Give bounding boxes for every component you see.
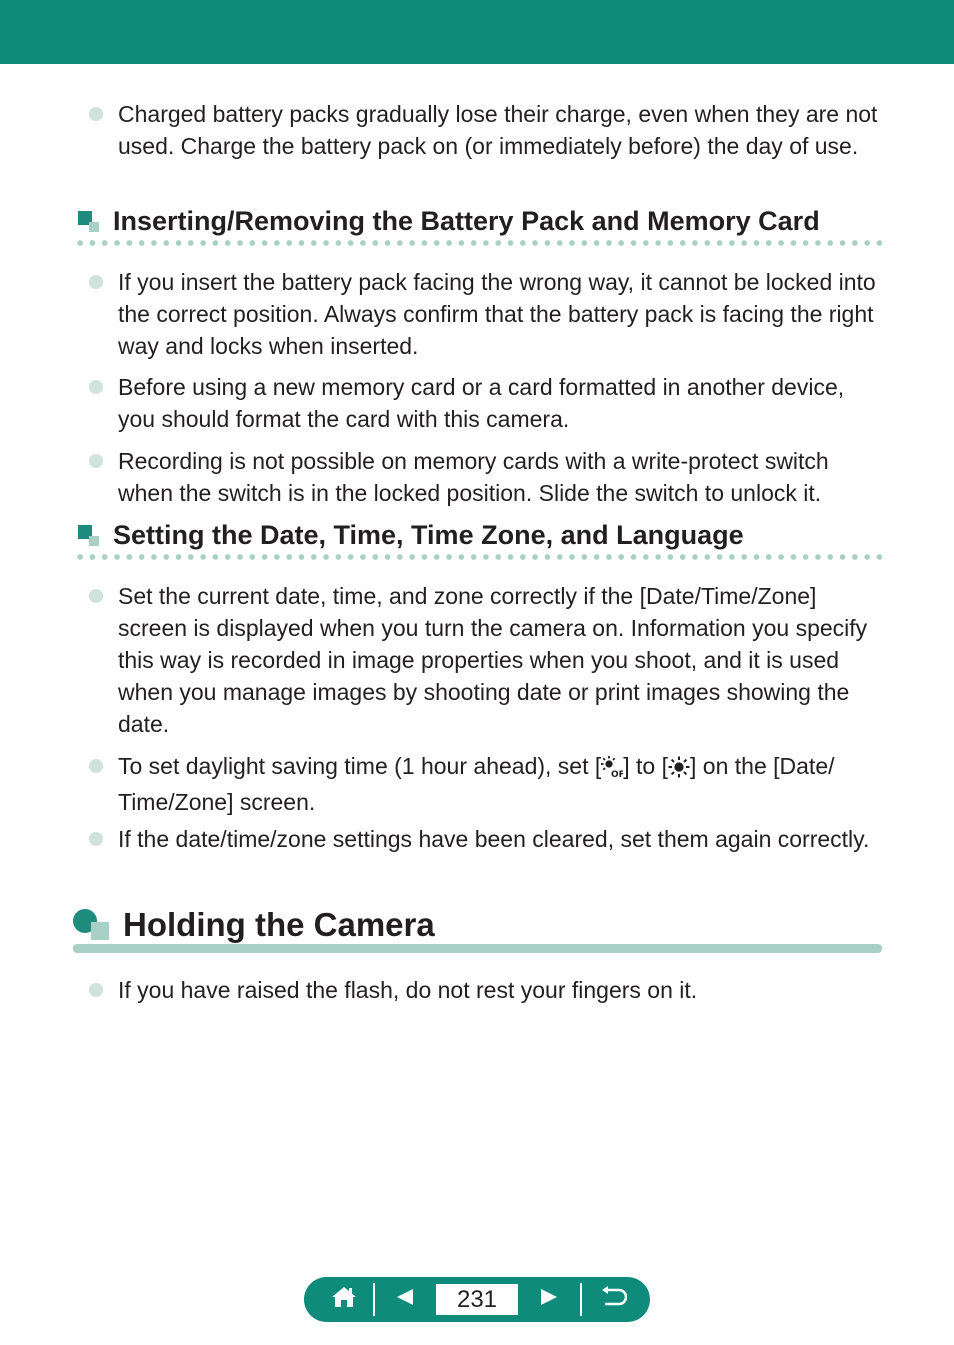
heading-underline bbox=[73, 944, 882, 953]
bullet-dot bbox=[89, 983, 103, 997]
list-item: Charged battery packs gradually lose their charge, even when they are not used. Charge the battery pack on (or immediately before) the day of use. bbox=[118, 101, 878, 159]
bullet-dot bbox=[89, 380, 103, 394]
list-item-dst bbox=[118, 750, 883, 818]
daylight-saving-on-icon bbox=[668, 754, 690, 786]
bullet-dot bbox=[89, 759, 103, 773]
daylight-saving-off-icon bbox=[601, 754, 623, 786]
nav-separator bbox=[580, 1283, 582, 1316]
section-heading-icon bbox=[78, 525, 102, 549]
section-heading-icon bbox=[78, 211, 102, 235]
svg-text:OFF: OF bbox=[611, 770, 624, 778]
section-heading-datetime: Setting the Date, Time, Time Zone, and Language bbox=[113, 520, 744, 550]
home-icon bbox=[330, 1285, 358, 1314]
list-item: Recording is not possible on memory cards with a write-protect switch when the switch is in the locked position. Slide the switch to unlock it. bbox=[118, 448, 829, 506]
dotted-divider bbox=[74, 554, 884, 560]
bullet-dot bbox=[89, 275, 103, 289]
bullet-dot bbox=[89, 589, 103, 603]
section-heading-battery: Inserting/Removing the Battery Pack and Memory Card bbox=[113, 206, 820, 236]
bullet-dot bbox=[89, 832, 103, 846]
list-item: Set the current date, time, and zone correctly if the [Date/Time/Zone] screen is displayed when you turn the camera on. Information you specify this way is recorded in image properties when you shoot, and it is used when you manage images by shooting date or print images showing the date. bbox=[118, 583, 868, 737]
chapter-heading-holding: Holding the Camera bbox=[123, 906, 435, 943]
page-navigation bbox=[304, 1277, 650, 1322]
next-page-icon bbox=[539, 1288, 559, 1311]
back-button[interactable] bbox=[586, 1277, 640, 1322]
prev-page-button[interactable] bbox=[380, 1277, 430, 1322]
bullet-dot bbox=[89, 107, 103, 121]
dst-text-part1: To set daylight saving time (1 hour ahead), set [ bbox=[118, 753, 602, 779]
home-button[interactable] bbox=[318, 1277, 370, 1322]
page-number[interactable]: 231 bbox=[436, 1284, 518, 1315]
prev-page-icon bbox=[395, 1288, 415, 1311]
list-item: If you insert the battery pack facing the wrong way, it cannot be locked into the correct position. Always confirm that the battery pack is facing the right way and locks when inserted. bbox=[118, 269, 876, 359]
list-item: Before using a new memory card or a card formatted in another device, you should format the card with this camera. bbox=[118, 374, 845, 432]
list-item: If you have raised the flash, do not rest your fingers on it. bbox=[118, 977, 698, 1003]
next-page-button[interactable] bbox=[524, 1277, 574, 1322]
bullet-dot bbox=[89, 454, 103, 468]
dst-text-part2: ] to [ bbox=[623, 753, 669, 779]
list-item: If the date/time/zone settings have been cleared, set them again correctly. bbox=[118, 826, 870, 852]
nav-separator bbox=[373, 1283, 375, 1316]
dotted-divider bbox=[74, 240, 884, 246]
top-banner bbox=[0, 0, 954, 64]
dst-text-part3: ] on the [Date/ Time/Zone] screen. bbox=[118, 753, 835, 815]
chapter-heading-icon bbox=[73, 909, 113, 941]
return-icon bbox=[599, 1285, 627, 1314]
